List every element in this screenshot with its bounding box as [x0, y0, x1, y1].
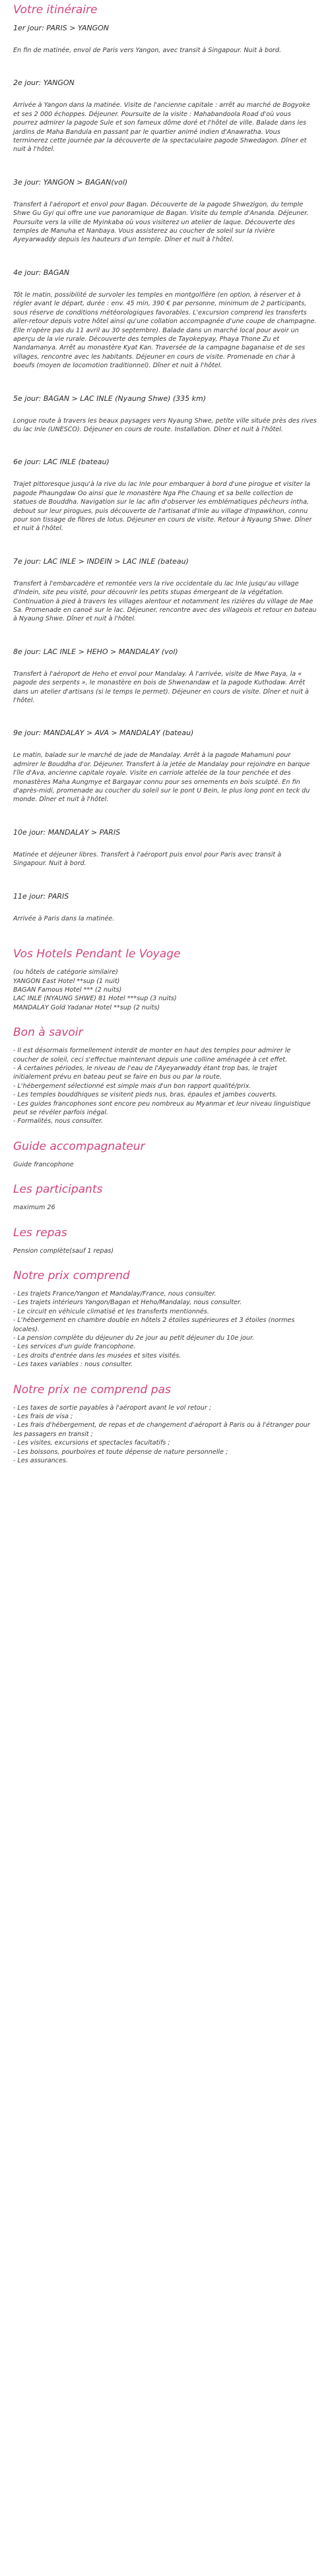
repas-section — [13, 1226, 317, 1255]
day-block — [13, 394, 317, 434]
bon-a-savoir-line: - Les temples bouddhiques se visitent pieds nus, bras, épaules et jambes couverts. — [13, 1091, 277, 1099]
day-description: En fin de matinée, envol de Paris vers Yangon, avec transit à Singapour. Nuit à bord. — [13, 47, 282, 54]
day-block — [13, 647, 317, 705]
guide-title: Guide accompagnateur — [13, 1139, 145, 1153]
prix-ne-comprend-line: - Les frais d'hébergement, de repas et de changement d'aéroport à Paris ou à l'étranger pour les passagers en transit ; — [13, 1422, 310, 1438]
prix-comprend-line: - Le circuit en véhicule climatisé et les transferts mentionnés. — [13, 1307, 209, 1315]
day-description: Transfert à l'embarcadère et remontée vers la rive occidentale du lac Inle jusqu'au village d'Indein, site peu visité, pour découvrir les petits stupas émergeant de la végétation. Continuation à pied à travers les villages alentour et notamment les rizières du village de Mae Sa. Promenade en canoë sur le lac. Déjeuner, rencontre avec des villageois et retour en bateau à Nyaung Shwe. Dîner et nuit à l'hôtel. — [13, 580, 317, 623]
day-title: 4e jour: BAGAN — [13, 268, 70, 277]
day-block — [13, 24, 317, 55]
itinerary-title: Votre itinéraire — [13, 3, 98, 16]
day-description: Arrivée à Paris dans la matinée. — [13, 914, 115, 922]
day-block — [13, 268, 317, 371]
hotels-title: Vos Hotels Pendant le Voyage — [13, 947, 181, 961]
bon-a-savoir-line: - L'hébergement sélectionné est simple mais d'un bon rapport qualité/prix. — [13, 1082, 251, 1090]
prix-ne-comprend-line: - Les assurances. — [13, 1457, 68, 1465]
hotels-line: LAC INLE (NYAUNG SHWE) 81 Hotel ***sup (3 nuits) — [13, 995, 177, 1003]
bon-a-savoir-line: - À certaines périodes, le niveau de l'eau de l'Ayeyarwaddy étant trop bas, le trajet initialement prévu en bateau peut se faire en bus ou par la route. — [13, 1064, 277, 1081]
day-title: 8e jour: LAC INLE > HEHO > MANDALAY (vol) — [13, 647, 178, 656]
day-title: 3e jour: YANGON > BAGAN(vol) — [13, 177, 128, 187]
day-title: 5e jour: BAGAN > LAC INLE (Nyaung Shwe) (335 km) — [13, 394, 207, 403]
prix-ne-comprend-line: - Les frais de visa ; — [13, 1413, 73, 1421]
repas-title: Les repas — [13, 1226, 67, 1240]
day-description: Transfert à l'aéroport et envol pour Bagan. Découverte de la pagode Shwezigon, du temple Shwe Gu Gyi qui offre une vue panoramique de Bagan. Visite du temple d'Ananda. Déjeuner. Poursuite vers la ville de Myinkaba où vous visiterez un atelier de laque. Découverte des temples de Manuha et Nanbaya. Vous assisterez au coucher de soleil sur la rivière Ayeyarwaddy depuis les hauteurs d'un temple. Dîner et nuit à l'hôtel. — [13, 200, 309, 244]
day-title: 9e jour: MANDALAY > AVA > MANDALAY (bateau) — [13, 729, 194, 738]
bon-a-savoir-title: Bon à savoir — [13, 1026, 83, 1040]
hotels-line: (ou hôtels de catégorie similaire) — [13, 969, 118, 976]
prix-comprend-line: - Les trajets France/Yangon et Mandalay/France, nous consulter. — [13, 1290, 216, 1298]
day-description: Transfert à l'aéroport de Heho et envol pour Mandalay. À l'arrivée, visite de Mwe Paya, la « pagode des serpents », le monastère en bois de Shwenandaw et la pagode Kuthodaw. Arrêt dans un atelier d'artisans (si le temps le permet). Déjeuner en cours de visite. Dîner et nuit à l'hôtel. — [13, 670, 309, 705]
day-title: 1er jour: PARIS > YANGON — [13, 24, 109, 32]
day-description: Le matin, balade sur le marché de jade de Mandalay. Arrêt à la pagode Mahamuni pour admirer le Bouddha d'or. Déjeuner. Transfert à la jetée de Mandalay pour rejoindre en barque l'île d'Ava, ancienne capitale royale. Visite en carriole attelée de la tour penchée et des monastères Maha Aungmye et Bargayar connu pour ses ornements en bois sculpté. En fin d'après-midi, promenade au coucher du soleil sur le pont U Bein, le plus long pont en teck du monde. Dîner et nuit à l'hôtel. — [13, 752, 310, 804]
prix-comprend-title: Notre prix comprend — [13, 1269, 130, 1282]
day-title: 10e jour: MANDALAY > PARIS — [13, 827, 121, 837]
bon-a-savoir-line: - Formalités, nous consulter. — [13, 1118, 103, 1125]
prix-comprend-line: - Les droits d'entrée dans les musées et sites visités. — [13, 1352, 182, 1360]
hotels-section — [13, 947, 317, 1012]
itinerary-days — [13, 24, 317, 923]
day-title: 6e jour: LAC INLE (bateau) — [13, 458, 110, 467]
prix-comprend-section — [13, 1269, 317, 1369]
participants-section — [13, 1182, 317, 1212]
prix-ne-comprend-section — [13, 1383, 317, 1466]
prix-ne-comprend-line: - Les taxes de sortie payables à l'aéroport avant le vol retour ; — [13, 1404, 212, 1412]
day-block — [13, 178, 317, 245]
day-block — [13, 892, 317, 923]
prix-comprend-line: - Les taxes variables : nous consulter. — [13, 1361, 133, 1369]
day-description: Tôt le matin, possibilité de survoler les temples en montgolfière (en option, à réserver et à régler avant le départ, durée : env. 45 min, 390 € par personne, minimum de 2 participants, sous réserve de conditions météorologiques favorables. L'excursion comprend les transferts aller-retour depuis votre hôtel ainsi qu'une collation accompagnée d'une coupe de champagne. Elle n'opère pas du 11 avril au 30 septembre). Balade dans un marché local pour avoir un aperçu de la vie rurale. Découverte des temples de Tayokepyay, Phaya Thone Zu et Nandamanya. Arrêt au monastère Kyat Kan. Traversée de la campagne baganaise et de ses villages, rencontre avec les habitants. Déjeuner en cours de visite. Promenade en char à boeufs (moyen de locomotion traditionnel). Dîner et nuit à l'hôtel. — [13, 291, 317, 370]
bon-a-savoir-line: - Il est désormais formellement interdit de monter en haut des temples pour admirer le coucher de soleil, ceci s'effectue maintenant depuis une colline aménagée à cet effet. — [13, 1047, 291, 1063]
prix-comprend-line: - La pension complète du déjeuner du 2e jour au petit déjeuner du 10e jour. — [13, 1334, 255, 1342]
day-block — [13, 458, 317, 533]
day-block — [13, 729, 317, 804]
day-block — [13, 557, 317, 624]
guide-section — [13, 1139, 317, 1169]
prix-ne-comprend-line: - Les visites, excursions et spectacles facultatifs ; — [13, 1439, 170, 1447]
hotels-line: MANDALAY Gold Yadanar Hotel **sup (2 nuits) — [13, 1003, 160, 1011]
day-block — [13, 828, 317, 868]
hotels-line: BAGAN Famous Hotel *** (2 nuits) — [13, 986, 122, 994]
day-description: Arrivée à Yangon dans la matinée. Visite de l'ancienne capitale : arrêt au marché de Bogyoke et ses 2 000 échoppes. Déjeuner. Poursuite de la visite : Mahabandoola Road d'où vous pourrez admirer la pagode Sule et son fameux dôme doré et l'hôtel de ville. Balade dans les jardins de Maha Bandula en passant par le quartier animé indien d'Anawratha. Vous terminerez cette journée par la découverte de la spectaculaire pagode Shwedagon. Dîner et nuit à l'hôtel. — [13, 102, 310, 154]
bon-a-savoir-line: - Les guides francophones sont encore peu nombreux au Myanmar et leur niveau linguistique peut se révéler parfois inégal. — [13, 1100, 311, 1116]
repas-text: Pension complète(sauf 1 repas) — [13, 1247, 114, 1255]
day-block — [13, 78, 317, 154]
prix-ne-comprend-title: Notre prix ne comprend pas — [13, 1383, 171, 1396]
day-description: Longue route à travers les beaux paysages vers Nyaung Shwe, petite ville située près des rives du lac Inle (UNESCO). Déjeuner en cours de route. Installation. Dîner et nuit à l'hôtel. — [13, 417, 317, 433]
day-description: Matinée et déjeuner libres. Transfert à l'aéroport puis envol pour Paris avec transit à Singapour. Nuit à bord. — [13, 851, 282, 868]
guide-text: Guide francophone — [13, 1160, 74, 1168]
day-title: 2e jour: YANGON — [13, 78, 75, 88]
prix-comprend-line: - Les trajets intérieurs Yangon/Bagan et Heho/Mandalay, nous consulter. — [13, 1299, 242, 1307]
prix-comprend-line: - L'hébergement en chambre double en hôtels 2 étoiles supérieures et 3 étoiles (normes locales). — [13, 1317, 295, 1333]
participants-title: Les participants — [13, 1183, 103, 1197]
day-title: 7e jour: LAC INLE > INDEIN > LAC INLE (bateau) — [13, 556, 189, 566]
prix-ne-comprend-line: - Les boissons, pourboires et toute dépense de nature personnelle ; — [13, 1448, 228, 1456]
day-title: 11e jour: PARIS — [13, 891, 69, 901]
bon-a-savoir-section — [13, 1025, 317, 1126]
day-description: Trajet pittoresque jusqu'à la rive du lac Inle pour embarquer à bord d'une pirogue et visiter la pagode Phaungdaw Oo ainsi que le monastère Nga Phe Chaung et sa belle collection de statues de Bouddha. Navigation sur le lac afin d'observer les emblématiques pêcheurs intha, debout sur leur pirogues, puis découverte de l'artisanat d'Inle au village d'Inpawkhon, connu pour son tissage de fibres de lotus. Déjeuner en cours de visite. Retour à Nyaung Shwe. Dîner et nuit à l'hôtel. — [13, 481, 312, 533]
prix-comprend-line: - Les services d'un guide francophone. — [13, 1343, 136, 1351]
hotels-line: YANGON East Hotel **sup (1 nuit) — [13, 977, 120, 985]
participants-text: maximum 26 — [13, 1204, 55, 1212]
